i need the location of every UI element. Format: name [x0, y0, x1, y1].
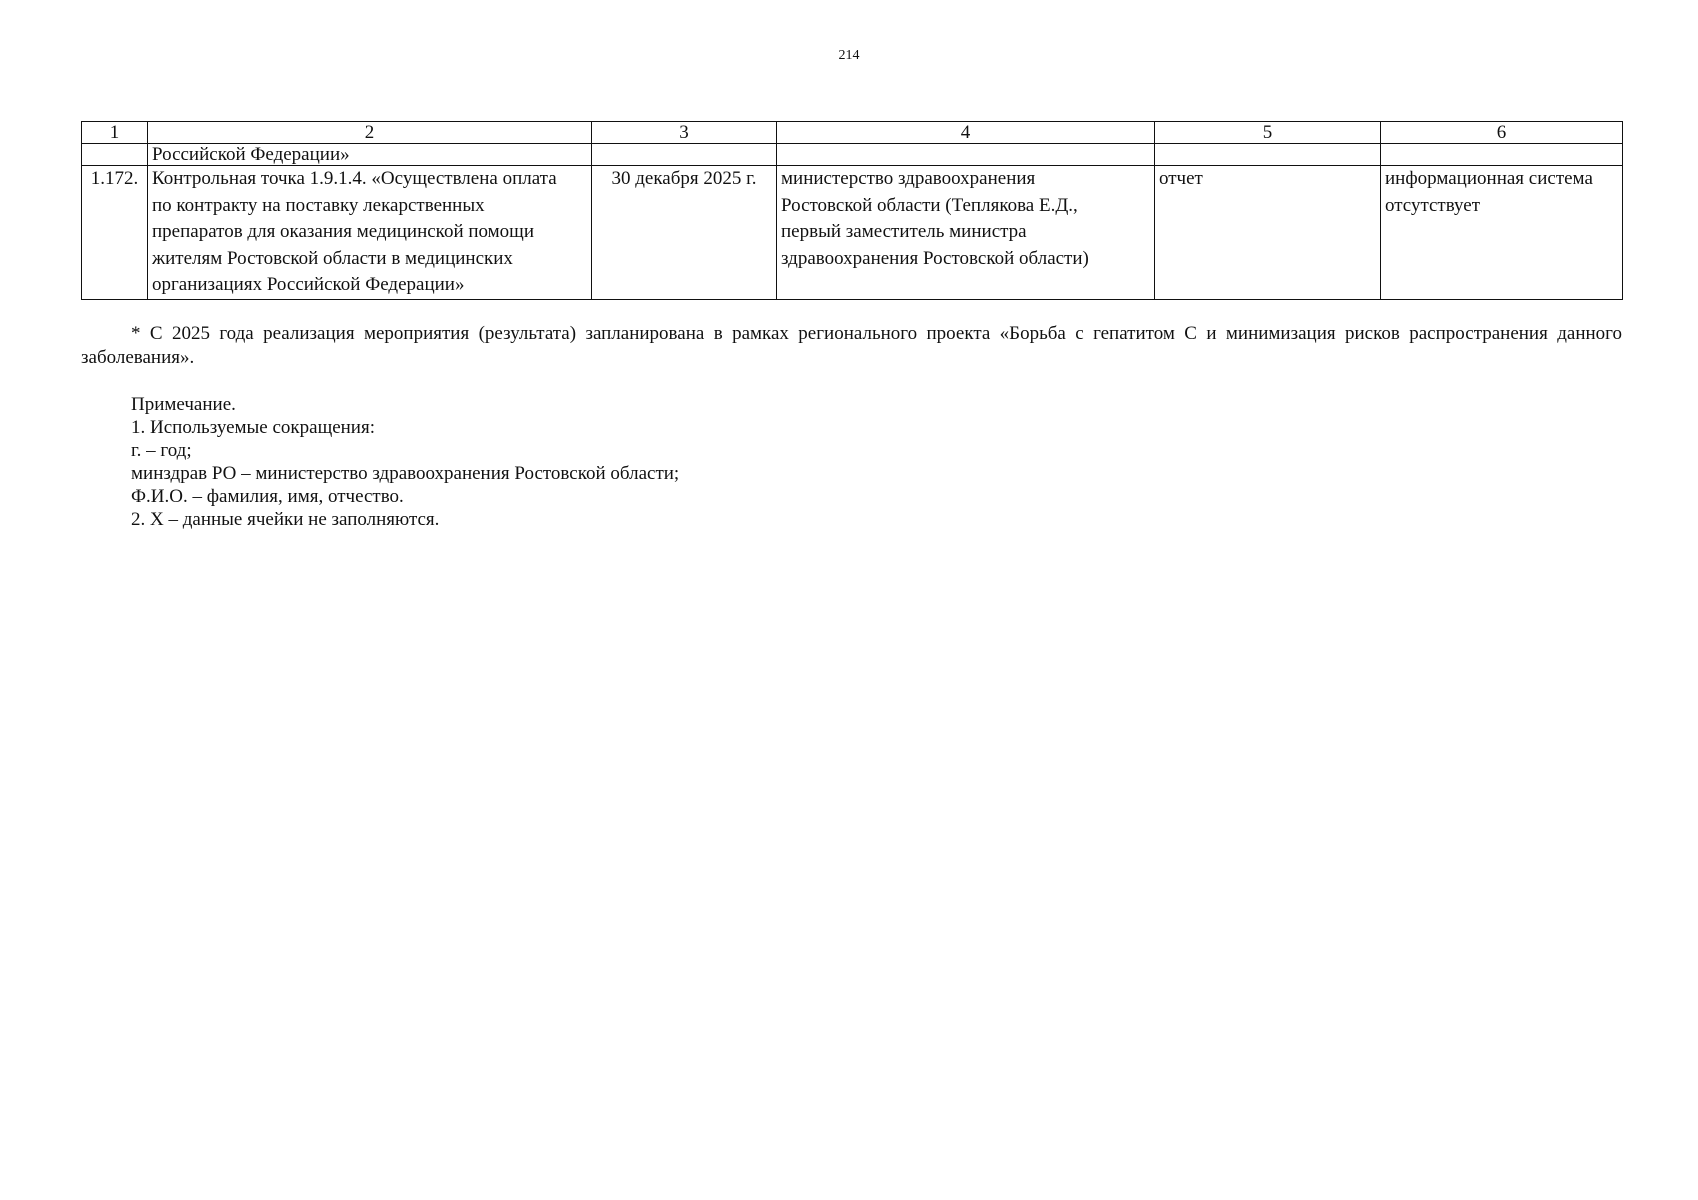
notes-block	[131, 393, 679, 531]
abbreviation-item: минздрав РО – министерство здравоохранения Ростовской области;	[131, 463, 680, 484]
notes-title: Примечание.	[131, 394, 236, 415]
text-line: первый заместитель министра	[781, 221, 1027, 242]
text-line: Ростовской области (Теплякова Е.Д.,	[781, 194, 1078, 216]
page-number: 214	[838, 48, 860, 63]
text-line: отсутствует	[1385, 194, 1481, 216]
column-number: 5	[1155, 122, 1381, 144]
abbreviation-item: Ф.И.О. – фамилия, имя, отчество.	[131, 486, 404, 507]
column-number: 2	[148, 122, 592, 144]
footnote: * С 2025 года реализация мероприятия (результата) запланирована в рамках регионального проекта «Борьба с гепатитом С и минимизация рисков распространения данного заболевания».	[81, 323, 1622, 368]
cell-date	[592, 144, 777, 166]
text-line: по контракту на поставку лекарственных	[152, 194, 485, 216]
control-point-name	[148, 166, 592, 300]
confirming-document: отчет	[1155, 166, 1381, 300]
cell-number	[82, 144, 148, 166]
abbreviations-heading: 1. Используемые сокращения:	[131, 417, 375, 438]
cell-responsible	[777, 144, 1155, 166]
column-number-row	[82, 122, 1623, 144]
column-number: 3	[592, 122, 777, 144]
column-number: 1	[82, 122, 148, 144]
plan-table	[81, 121, 1623, 300]
text-line: организациях Российской Федерации»	[152, 274, 465, 295]
continuation-row	[82, 144, 1623, 166]
text-line: министерство здравоохранения	[781, 168, 1036, 189]
text-line: препаратов для оказания медицинской помощи	[152, 221, 534, 242]
column-number: 6	[1381, 122, 1623, 144]
text-line: информационная система	[1385, 168, 1593, 189]
text-line: здравоохранения Ростовской области)	[781, 247, 1089, 269]
abbreviation-item: г. – год;	[131, 440, 192, 461]
text-line: жителям Ростовской области в медицинских	[152, 247, 513, 269]
information-system	[1381, 166, 1623, 300]
cell-document	[1155, 144, 1381, 166]
note-item: 2. X – данные ячейки не заполняются.	[131, 509, 440, 530]
column-number: 4	[777, 122, 1155, 144]
cell-name: Российской Федерации»	[148, 144, 592, 166]
table-row	[82, 166, 1623, 300]
deadline-date: 30 декабря 2025 г.	[592, 166, 777, 300]
text-line: Контрольная точка 1.9.1.4. «Осуществлена оплата	[152, 168, 557, 189]
cell-info-system	[1381, 144, 1623, 166]
responsible-executor	[777, 166, 1155, 300]
row-number: 1.172.	[82, 166, 148, 300]
